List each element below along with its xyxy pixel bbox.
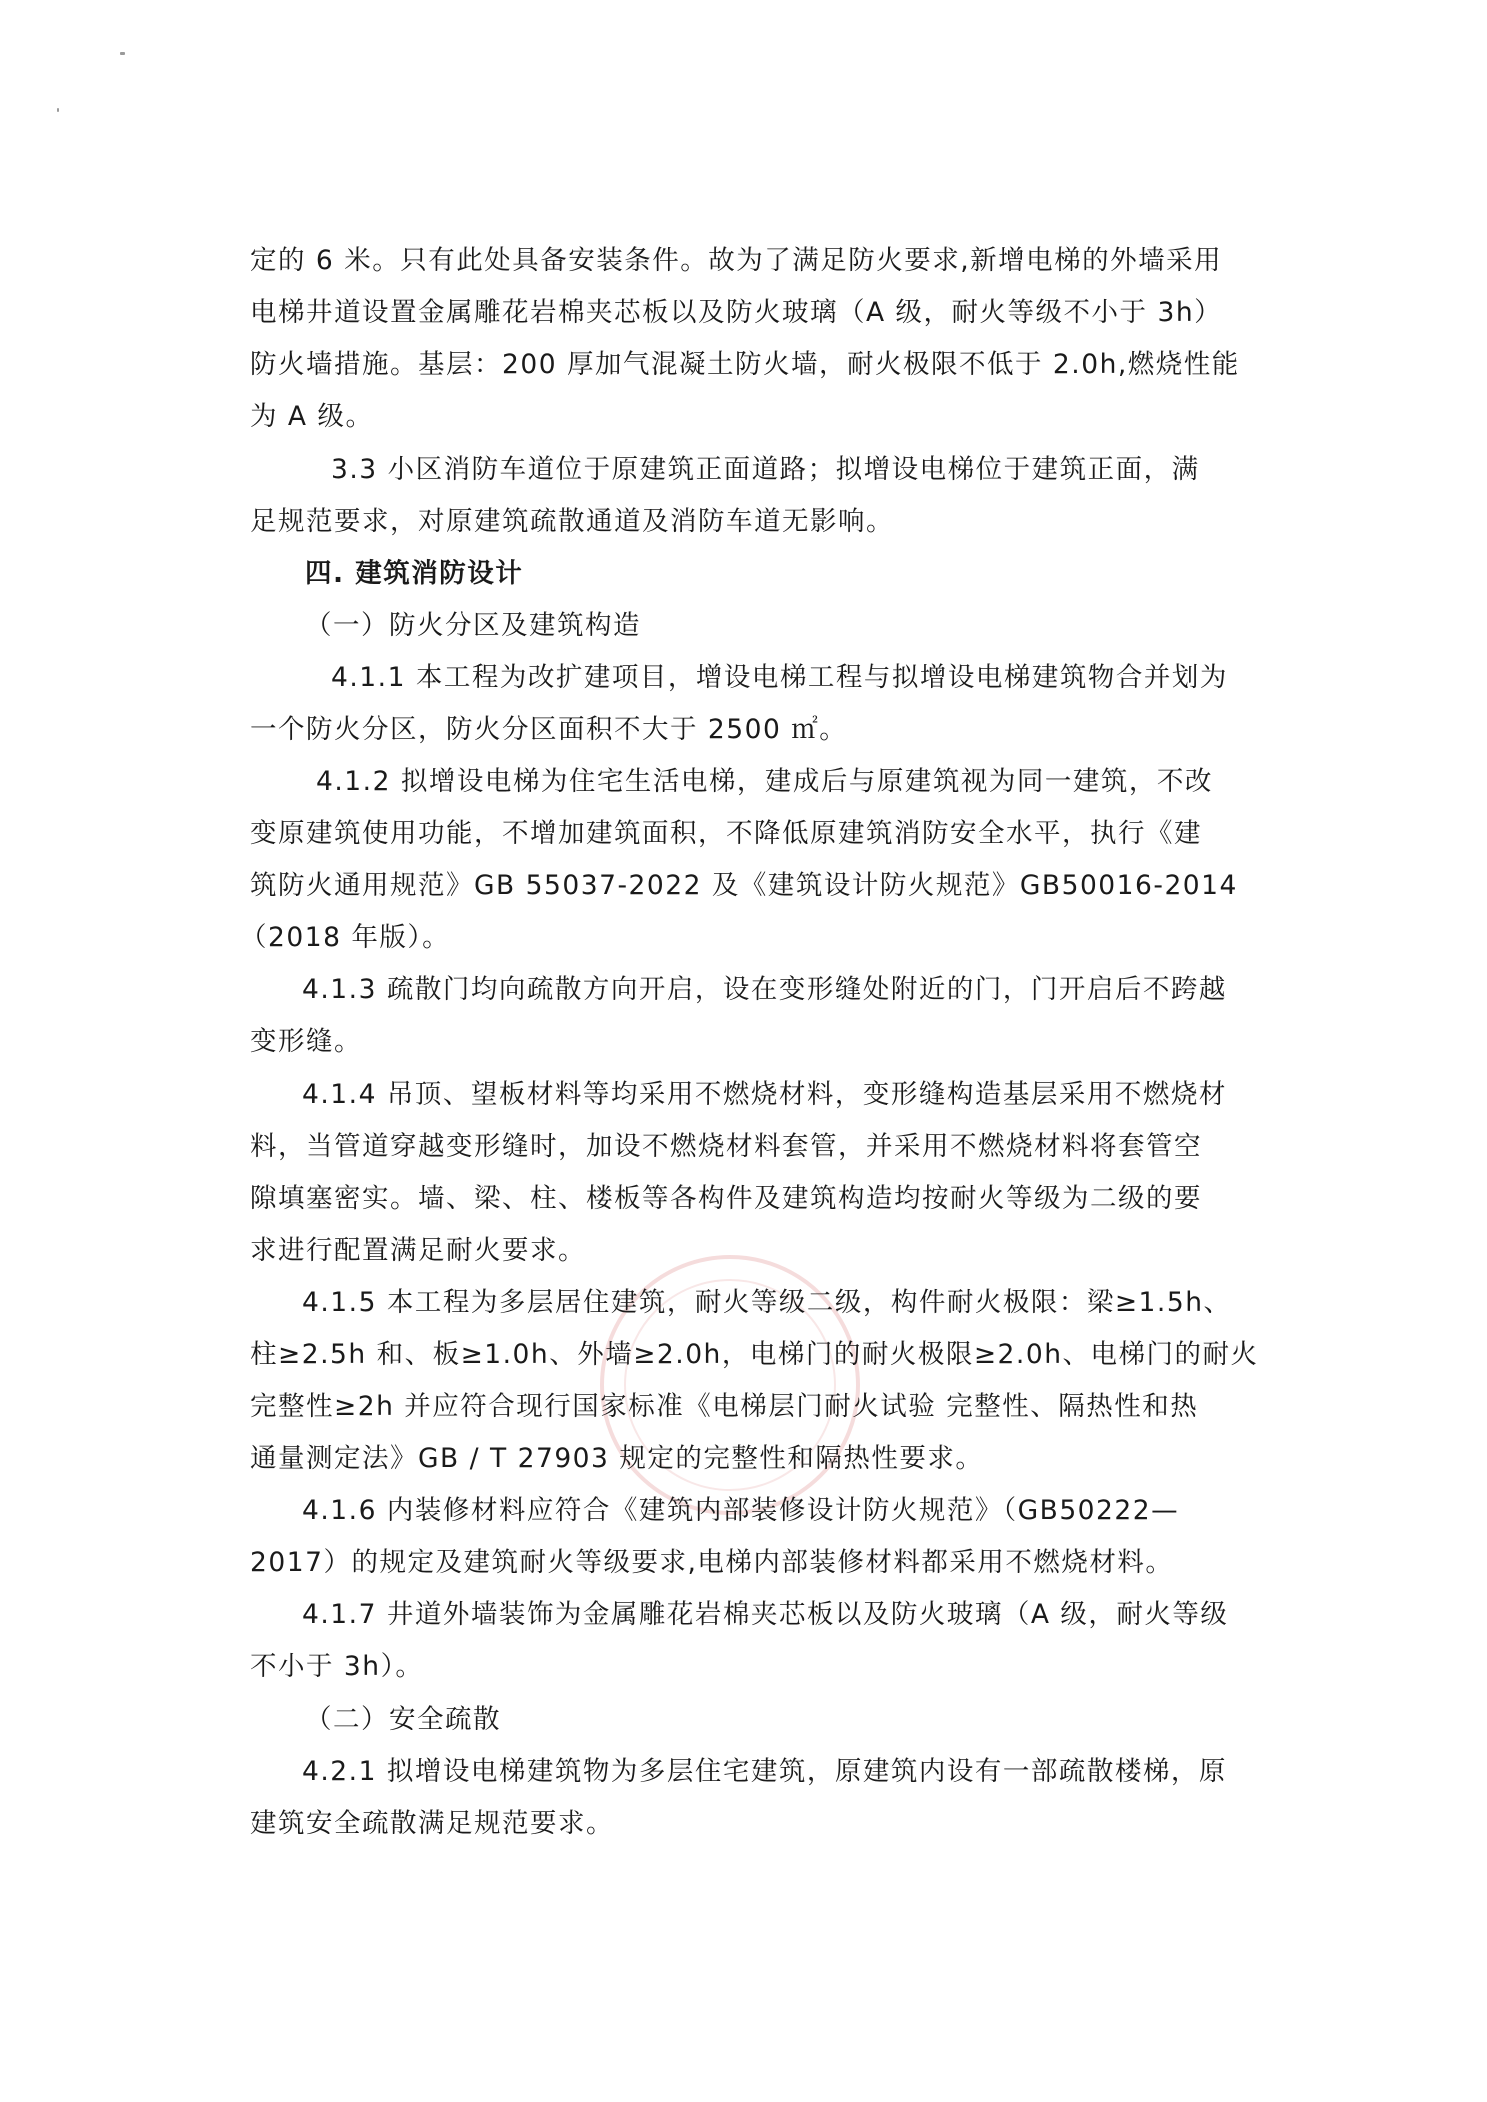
text-line: 变原建筑使用功能，不增加建筑面积，不降低原建筑消防安全水平，执行《建 <box>250 818 1202 849</box>
subsection-heading: （一）防火分区及建筑构造 <box>305 610 641 641</box>
scan-speck <box>57 108 59 112</box>
text-line: 足规范要求，对原建筑疏散通道及消防车道无影响。 <box>250 506 894 537</box>
text-line: 定的 6 米。只有此处具备安装条件。故为了满足防火要求,新增电梯的外墙采用 <box>250 245 1223 276</box>
text-line: 求进行配置满足耐火要求。 <box>250 1235 586 1266</box>
text-line: 变形缝。 <box>250 1026 362 1057</box>
text-line: 4.1.7 井道外墙装饰为金属雕花岩棉夹芯板以及防火玻璃（A 级，耐火等级 <box>302 1599 1229 1630</box>
text-line: （2018 年版）。 <box>240 922 451 953</box>
text-line: 隙填塞密实。墙、梁、柱、楼板等各构件及建筑构造均按耐火等级为二级的要 <box>250 1183 1202 1214</box>
text-line: 不小于 3h）。 <box>250 1651 424 1682</box>
text-line: 柱≥2.5h 和、板≥1.0h、外墙≥2.0h，电梯门的耐火极限≥2.0h、电梯门的耐火 <box>250 1339 1259 1370</box>
text-line: 2017）的规定及建筑耐火等级要求,电梯内部装修材料都采用不燃烧材料。 <box>250 1547 1174 1578</box>
text-line: 防火墙措施。基层：200 厚加气混凝土防火墙，耐火极限不低于 2.0h,燃烧性能 <box>250 349 1240 380</box>
section-heading: 四. 建筑消防设计 <box>305 558 524 589</box>
text-line: 为 A 级。 <box>250 401 374 432</box>
text-line: 4.1.2 拟增设电梯为住宅生活电梯，建成后与原建筑视为同一建筑，不改 <box>316 766 1213 797</box>
text-line: 4.2.1 拟增设电梯建筑物为多层住宅建筑，原建筑内设有一部疏散楼梯，原 <box>302 1756 1227 1787</box>
text-line: 4.1.5 本工程为多层居住建筑，耐火等级二级，构件耐火极限：梁≥1.5h、 <box>302 1287 1232 1318</box>
text-line: 筑防火通用规范》GB 55037-2022 及《建筑设计防火规范》GB50016-2014 <box>250 870 1238 901</box>
text-line: 4.1.6 内装修材料应符合《建筑内部装修设计防火规范》（GB50222— <box>302 1495 1180 1526</box>
text-line: 4.1.3 疏散门均向疏散方向开启，设在变形缝处附近的门，门开启后不跨越 <box>302 974 1227 1005</box>
text-line: 3.3 小区消防车道位于原建筑正面道路；拟增设电梯位于建筑正面，满 <box>331 454 1200 485</box>
subsection-heading: （二）安全疏散 <box>305 1704 501 1735</box>
text-line: 电梯井道设置金属雕花岩棉夹芯板以及防火玻璃（A 级，耐火等级不小于 3h） <box>250 297 1223 328</box>
text-line: 建筑安全疏散满足规范要求。 <box>250 1808 614 1839</box>
text-line: 4.1.1 本工程为改扩建项目，增设电梯工程与拟增设电梯建筑物合并划为 <box>331 662 1228 693</box>
text-line: 一个防火分区，防火分区面积不大于 2500 ㎡。 <box>250 714 848 745</box>
scan-speck <box>120 52 125 55</box>
text-line: 完整性≥2h 并应符合现行国家标准《电梯层门耐火试验 完整性、隔热性和热 <box>250 1391 1199 1422</box>
text-line: 通量测定法》GB / T 27903 规定的完整性和隔热性要求。 <box>250 1443 984 1474</box>
text-line: 料，当管道穿越变形缝时，加设不燃烧材料套管，并采用不燃烧材料将套管空 <box>250 1131 1202 1162</box>
text-line: 4.1.4 吊顶、望板材料等均采用不燃烧材料，变形缝构造基层采用不燃烧材 <box>302 1079 1227 1110</box>
